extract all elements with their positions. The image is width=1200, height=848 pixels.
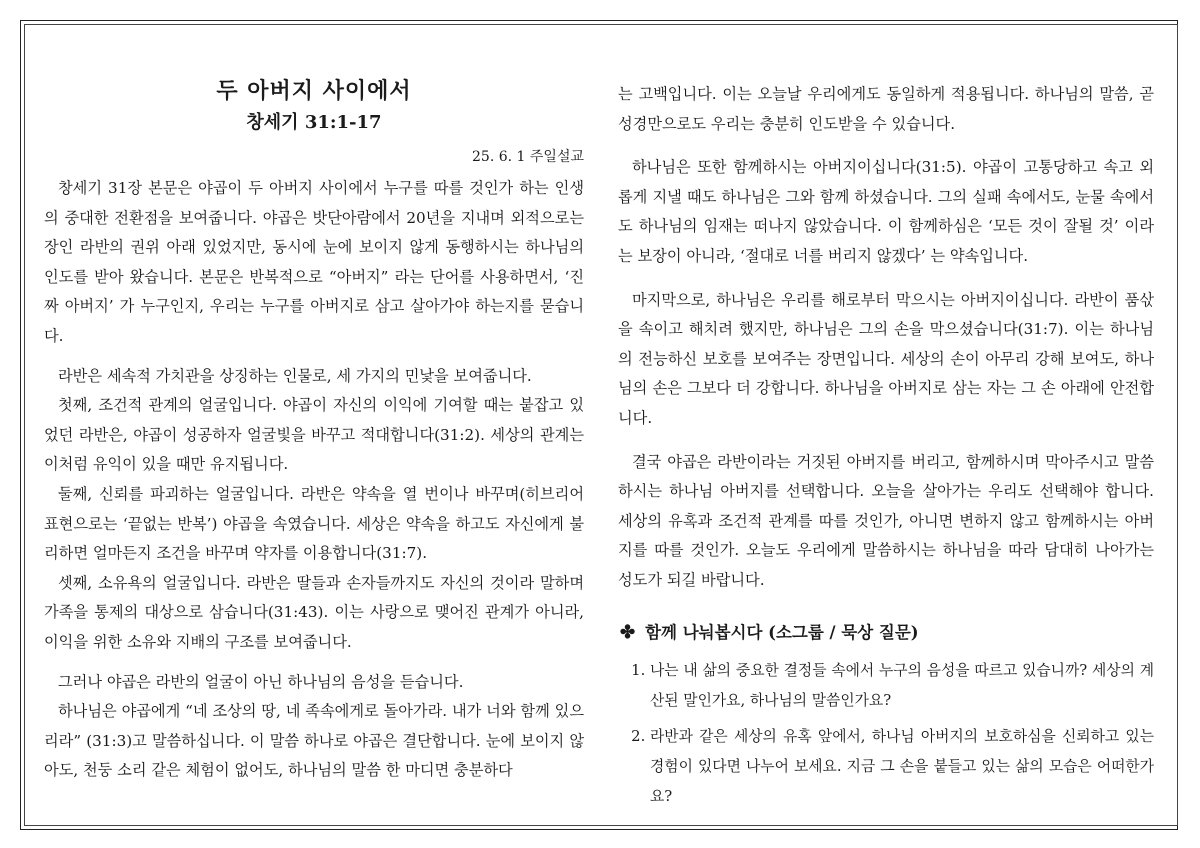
paragraph: 결국 야곱은 라반이라는 거짓된 아버지를 버리고, 함께하시며 막아주시고 말씀하시는 하나님 아버지를 선택합니다. 오늘을 살아가는 우리도 선택해야 합니다. 세상의 유혹과 조건적 관계를 따를 것인가, 아니면 변하지 않고 함께하시는 아버지를 따를 것인가. 오늘도 우리에게 말씀하시는 하나님을 따라 담대히 나아가는 성도가 되길 바랍니다.	[618, 452, 1154, 589]
paragraph: 마지막으로, 하나님은 우리를 해로부터 막으시는 아버지이십니다. 라반이 품삯을 속이고 해치려 했지만, 하나님은 그의 손을 막으셨습니다(31:7). 이는 하나님의 전능하신 보호를 보여주는 장면입니다. 세상의 손이 아무리 강해 보여도, 하나님의 손은 그보다 더 강합니다. 하나님을 아버지로 삼는 자는 그 손 아래에 안전합니다.	[618, 290, 1154, 427]
right-column	[618, 80, 1154, 818]
sermon-date: 25. 6. 1 주일설교	[472, 149, 584, 165]
question-item: 1. 나는 내 삶의 중요한 결정들 속에서 누구의 음성을 따르고 있습니까? 세상의 계산된 말인가요, 하나님의 말씀인가요?	[650, 656, 1154, 716]
scripture-reference: 창세기 31:1-17	[246, 112, 382, 133]
paragraph: 첫째, 조건적 관계의 얼굴입니다. 야곱이 자신의 이익에 기여할 때는 붙잡고 있었던 라반은, 야곱이 성공하자 얼굴빛을 바꾸고 적대합니다(31:2). 세상의 관계는 이처럼 유익이 있을 때만 유지됩니다.	[44, 396, 584, 474]
sermon-title: 두 아버지 사이에서	[216, 78, 412, 104]
paragraph: 둘째, 신뢰를 파괴하는 얼굴입니다. 라반은 약속을 열 번이나 바꾸며(히브리어 표현으로는 ‘끝없는 반복’) 야곱을 속였습니다. 세상은 약속을 하고도 자신에게 불리하면 얼마든지 조건을 바꾸며 약자를 이용합니다(31:7).	[44, 484, 584, 563]
paragraph: 셋째, 소유욕의 얼굴입니다. 라반은 딸들과 손자들까지도 자신의 것이라 말하며 가족을 통제의 대상으로 삼습니다(31:43). 이는 사랑으로 맺어진 관계가 아니라, 이익을 위한 소유와 지배의 구조를 보여줍니다.	[44, 573, 584, 651]
left-column	[44, 76, 584, 786]
paragraph: 하나님은 야곱에게 “네 조상의 땅, 네 족속에게로 돌아가라. 내가 너와 함께 있으리라” (31:3)고 말씀하십니다. 이 말씀 하나로 야곱은 결단합니다. 눈에 보이지 않아도, 천둥 소리 같은 체험이 없어도, 하나님의 말씀 한 마디면 충분하다	[44, 702, 584, 780]
discussion-heading-text: 함께 나눠봅시다 (소그룹 / 묵상 질문)	[645, 622, 919, 642]
question-list	[618, 656, 1154, 812]
paragraph: 그러나 야곱은 라반의 얼굴이 아닌 하나님의 음성을 듣습니다.	[58, 672, 464, 691]
paragraph: 라반은 세속적 가치관을 상징하는 인물로, 세 가지의 민낯을 보여줍니다.	[58, 366, 532, 385]
club-icon: ✤	[620, 621, 636, 643]
paragraph: 는 고백입니다. 이는 오늘날 우리에게도 동일하게 적용됩니다. 하나님의 말씀, 곧 성경만으로도 우리는 충분히 인도받을 수 있습니다.	[618, 85, 1154, 133]
paragraph: 창세기 31장 본문은 야곱이 두 아버지 사이에서 누구를 따를 것인가 하는 인생의 중대한 전환점을 보여줍니다. 야곱은 밧단아람에서 20년을 지내며 외적으로는 장인 라반의 권위 아래 있었지만, 동시에 눈에 보이지 않게 동행하시는 하나님의 인도를 받아 왔습니다. 본문은 반복적으로 “아버지” 라는 단어를 사용하면서, ‘진짜 아버지’ 가 누구인지, 우리는 누구를 아버지로 삼고 살아가야 하는지를 묻습니다.	[44, 179, 584, 345]
question-item: 2. 라반과 같은 세상의 유혹 앞에서, 하나님 아버지의 보호하심을 신뢰하고 있는 경험이 있다면 나누어 보세요. 지금 그 손을 붙들고 있는 삶의 모습은 어떠한가요?	[650, 722, 1154, 812]
paragraph: 하나님은 또한 함께하시는 아버지이십니다(31:5). 야곱이 고통당하고 속고 외롭게 지낼 때도 하나님은 그와 함께 하셨습니다. 그의 실패 속에서도, 눈물 속에서도 하나님의 임재는 떠나지 않았습니다. 이 함께하심은 ‘모든 것이 잘될 것’ 이라는 보장이 아니라, ‘절대로 너를 버리지 않겠다’ 는 약속입니다.	[618, 158, 1154, 265]
discussion-heading	[618, 618, 1154, 648]
